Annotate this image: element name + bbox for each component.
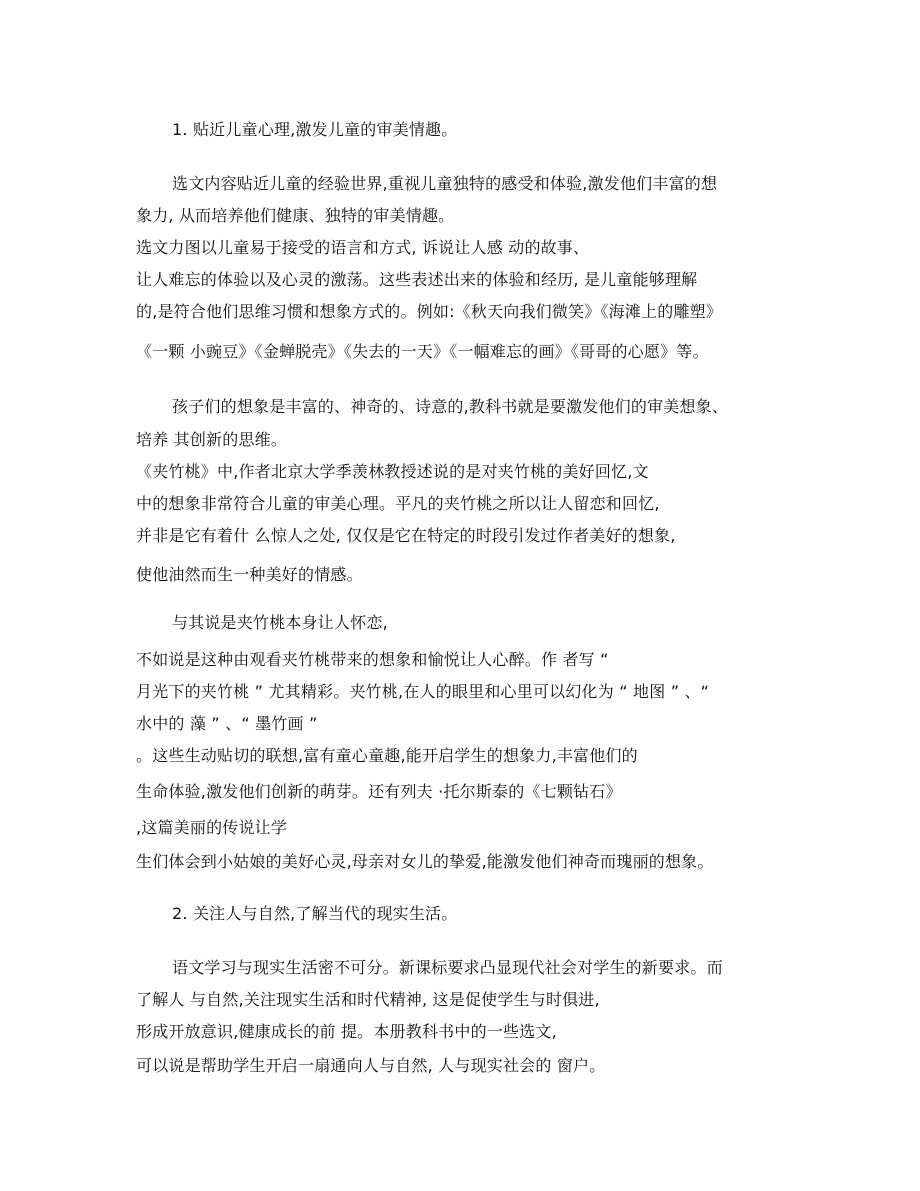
paragraph-line: 选文内容贴近儿童的经验世界,重视儿童独特的感受和体验,激发他们丰富的想 bbox=[172, 174, 718, 193]
paragraph-line: 象力, 从而培养他们健康、独特的审美情趣。 bbox=[136, 206, 455, 225]
paragraph-line: 。这些生动贴切的联想,富有童心童趣,能开启学生的想象力,丰富他们的 bbox=[136, 746, 638, 765]
paragraph-line: 《夹竹桃》中,作者北京大学季羡林教授述说的是对夹竹桃的美好回忆,文 bbox=[136, 462, 649, 481]
paragraph-line: 并非是它有着什 么惊人之处, 仅仅是它在特定的时段引发过作者美好的想象, bbox=[136, 526, 676, 545]
paragraph-line: 《一颗 小豌豆》《金蝉脱壳》《失去的一天》《一幅难忘的画》《哥哥的心愿》等。 bbox=[136, 342, 709, 361]
paragraph-line: 了解人 与自然,关注现实生活和时代精神, 这是促使学生与时俱进, bbox=[136, 990, 600, 1009]
paragraph-line: 与其说是夹竹桃本身让人怀恋, bbox=[172, 613, 388, 632]
paragraph-line: 的,是符合他们思维习惯和想象方式的。例如:《秋天向我们微笑》《海滩上的雕塑》 bbox=[136, 302, 723, 321]
paragraph-line: 可以说是帮助学生开启一扇通向人与自然, 人与现实社会的 窗户。 bbox=[136, 1056, 606, 1075]
paragraph-line: 不如说是这种由观看夹竹桃带来的想象和愉悦让人心醉。作 者写 “ bbox=[136, 650, 609, 669]
paragraph-line: 形成开放意识,健康成长的前 提。本册教科书中的一些选文, bbox=[136, 1022, 557, 1041]
paragraph-line: 孩子们的想象是丰富的、神奇的、诗意的,教科书就是要激发他们的审美想象、 bbox=[172, 397, 729, 416]
section-heading-2: 2. 关注人与自然,了解当代的现实生活。 bbox=[172, 904, 458, 923]
paragraph-line: 水中的 藻 ” 、“ 墨竹画 ” bbox=[136, 714, 318, 733]
paragraph-line: 中的想象非常符合儿童的审美心理。平凡的夹竹桃之所以让人留恋和回忆, bbox=[136, 494, 660, 513]
paragraph-line: 让人难忘的体验以及心灵的激荡。这些表述出来的体验和经历, 是儿童能够理解 bbox=[136, 270, 698, 289]
paragraph-line: 生们体会到小姑娘的美好心灵,母亲对女儿的挚爱,能激发他们神奇而瑰丽的想象。 bbox=[136, 852, 714, 871]
section-heading-1: 1. 贴近儿童心理,激发儿童的审美情趣。 bbox=[172, 120, 458, 139]
paragraph-line: 生命体验,激发他们创新的萌芽。还有列夫 ·托尔斯泰的《七颗钻石》 bbox=[136, 782, 622, 801]
paragraph-line: 月光下的夹竹桃 ” 尤其精彩。夹竹桃,在人的眼里和心里可以幻化为 “ 地图 ” 、“ bbox=[136, 682, 710, 701]
paragraph-line: 培养 其创新的思维。 bbox=[136, 430, 288, 449]
paragraph-line: 使他油然而生一种美好的情感。 bbox=[136, 565, 363, 584]
paragraph-line: ,这篇美丽的传说让学 bbox=[136, 818, 288, 837]
paragraph-line: 语文学习与现实生活密不可分。新课标要求凸显现代社会对学生的新要求。而 bbox=[172, 958, 723, 977]
paragraph-line: 选文力图以儿童易于接受的语言和方式, 诉说让人感 动的故事、 bbox=[136, 238, 590, 257]
